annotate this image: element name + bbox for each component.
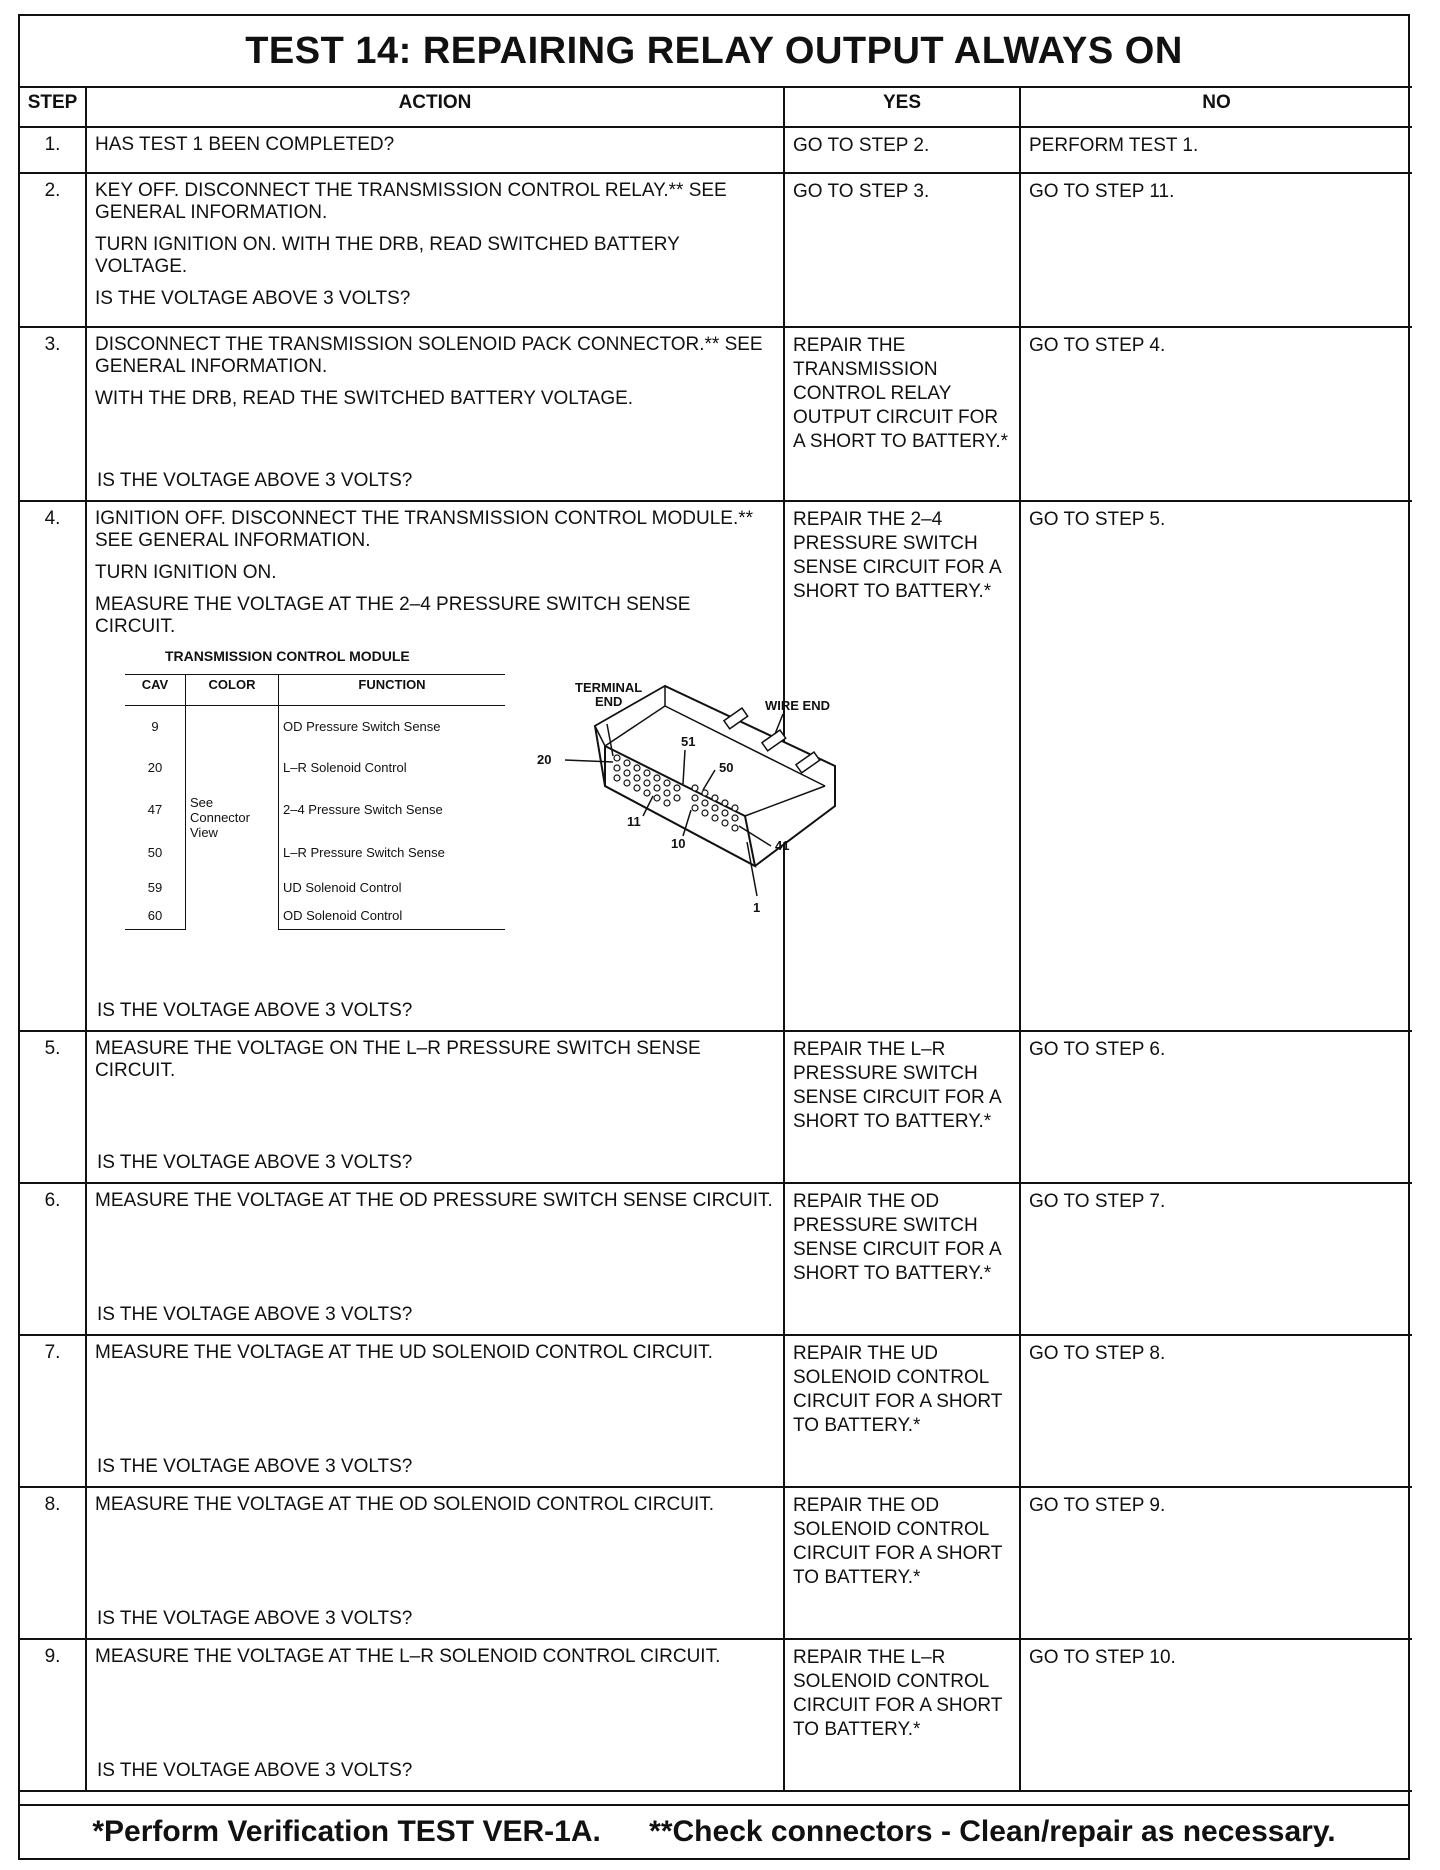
- action-question: IS THE VOLTAGE ABOVE 3 VOLTS?: [97, 1608, 413, 1629]
- cav-row: [125, 832, 505, 874]
- table-row: [20, 501, 1412, 1031]
- step-action: [86, 327, 784, 501]
- action-text: IS THE VOLTAGE ABOVE 3 VOLTS?: [95, 288, 411, 309]
- connector-note: **Check connectors - Clean/repair as necessary.: [649, 1815, 1336, 1848]
- cav-row: [125, 706, 505, 748]
- yes-result: REPAIR THE L–R SOLENOID CONTROL CIRCUIT FOR A SHORT TO BATTERY.*: [784, 1639, 1020, 1791]
- connector-figure: [95, 648, 830, 978]
- action-question: IS THE VOLTAGE ABOVE 3 VOLTS?: [97, 1152, 413, 1173]
- header-yes: YES: [784, 87, 1020, 127]
- cav-number: 60: [125, 902, 186, 930]
- connector-diagram: [535, 666, 855, 926]
- step-action: [86, 1183, 784, 1335]
- yes-result: REPAIR THE L–R PRESSURE SWITCH SENSE CIRCUIT FOR A SHORT TO BATTERY.*: [784, 1031, 1020, 1183]
- cav-number: 50: [125, 832, 186, 874]
- cav-function: 2–4 Pressure Switch Sense: [279, 788, 506, 832]
- yes-result: GO TO STEP 3.: [784, 173, 1020, 327]
- cav-table: [125, 674, 505, 930]
- function-header: FUNCTION: [279, 675, 506, 706]
- no-result: GO TO STEP 8.: [1020, 1335, 1412, 1487]
- yes-result: REPAIR THE TRANSMISSION CONTROL RELAY OUTPUT CIRCUIT FOR A SHORT TO BATTERY.*: [784, 327, 1020, 501]
- terminal-end-label: TERMINAL: [575, 680, 643, 695]
- pin-label-10: 10: [671, 836, 686, 851]
- step-number: 2.: [20, 173, 86, 327]
- table-row: [20, 173, 1412, 327]
- color-header: COLOR: [186, 675, 279, 706]
- no-result: GO TO STEP 6.: [1020, 1031, 1412, 1183]
- action-text: TURN IGNITION ON.: [95, 562, 277, 583]
- no-result: GO TO STEP 7.: [1020, 1183, 1412, 1335]
- wire-end-label: WIRE END: [765, 698, 830, 713]
- action-text: HAS TEST 1 BEEN COMPLETED?: [95, 134, 395, 155]
- action-text: MEASURE THE VOLTAGE AT THE 2–4 PRESSURE SWITCH SENSE CIRCUIT.: [95, 594, 691, 637]
- pin-label-41: 41: [775, 838, 790, 853]
- yes-result: REPAIR THE 2–4 PRESSURE SWITCH SENSE CIRCUIT FOR A SHORT TO BATTERY.*: [784, 501, 1020, 1031]
- yes-result: REPAIR THE UD SOLENOID CONTROL CIRCUIT FOR A SHORT TO BATTERY.*: [784, 1335, 1020, 1487]
- action-text: WITH THE DRB, READ THE SWITCHED BATTERY VOLTAGE.: [95, 388, 634, 409]
- action-text: IGNITION OFF. DISCONNECT THE TRANSMISSION CONTROL MODULE.** SEE GENERAL INFORMATION.: [95, 508, 754, 551]
- action-text: KEY OFF. DISCONNECT THE TRANSMISSION CONTROL RELAY.** SEE GENERAL INFORMATION.: [95, 180, 727, 223]
- action-question: IS THE VOLTAGE ABOVE 3 VOLTS?: [97, 1760, 413, 1781]
- step-number: 4.: [20, 501, 86, 1031]
- action-text: TURN IGNITION ON. WITH THE DRB, READ SWITCHED BATTERY VOLTAGE.: [95, 234, 680, 277]
- no-result: GO TO STEP 10.: [1020, 1639, 1412, 1791]
- step-number: 9.: [20, 1639, 86, 1791]
- step-number: 5.: [20, 1031, 86, 1183]
- cav-row: [125, 902, 505, 930]
- pin-label-51: 51: [681, 734, 696, 749]
- step-number: 1.: [20, 127, 86, 173]
- pin-label-50: 50: [719, 760, 734, 775]
- cav-row: [125, 874, 505, 902]
- table-row: [20, 1183, 1412, 1335]
- cav-function: UD Solenoid Control: [279, 874, 506, 902]
- cav-function: OD Solenoid Control: [279, 902, 506, 930]
- cav-row: [125, 748, 505, 788]
- step-number: 7.: [20, 1335, 86, 1487]
- table-header-row: [20, 87, 1412, 127]
- verification-note: *Perform Verification TEST VER-1A.: [92, 1815, 601, 1848]
- yes-result: REPAIR THE OD PRESSURE SWITCH SENSE CIRCUIT FOR A SHORT TO BATTERY.*: [784, 1183, 1020, 1335]
- cav-number: 9: [125, 706, 186, 748]
- action-question: IS THE VOLTAGE ABOVE 3 VOLTS?: [97, 1304, 413, 1325]
- table-row: [20, 1487, 1412, 1639]
- action-text: MEASURE THE VOLTAGE ON THE L–R PRESSURE SWITCH SENSE CIRCUIT.: [95, 1038, 701, 1081]
- cav-function: OD Pressure Switch Sense: [279, 706, 506, 748]
- yes-result: REPAIR THE OD SOLENOID CONTROL CIRCUIT FOR A SHORT TO BATTERY.*: [784, 1487, 1020, 1639]
- step-action: [86, 1335, 784, 1487]
- table-row: [20, 1335, 1412, 1487]
- action-question: IS THE VOLTAGE ABOVE 3 VOLTS?: [97, 1456, 413, 1477]
- step-action: [86, 127, 784, 173]
- action-text: DISCONNECT THE TRANSMISSION SOLENOID PACK CONNECTOR.** SEE GENERAL INFORMATION.: [95, 334, 763, 377]
- cav-number: 47: [125, 788, 186, 832]
- cav-header-row: [125, 675, 505, 706]
- step-action: [86, 1031, 784, 1183]
- step-action: [86, 173, 784, 327]
- cav-number: 20: [125, 748, 186, 788]
- cav-header: CAV: [125, 675, 186, 706]
- terminal-end-label: END: [595, 694, 623, 709]
- color-cell: See Connector View: [186, 706, 279, 930]
- action-question: IS THE VOLTAGE ABOVE 3 VOLTS?: [97, 1000, 413, 1021]
- step-action: [86, 1639, 784, 1791]
- table-row: [20, 1639, 1412, 1791]
- yes-result: GO TO STEP 2.: [784, 127, 1020, 173]
- no-result: GO TO STEP 5.: [1020, 501, 1412, 1031]
- action-text: MEASURE THE VOLTAGE AT THE OD SOLENOID CONTROL CIRCUIT.: [95, 1494, 715, 1515]
- test-sheet: [18, 14, 1410, 1860]
- step-action: [86, 1487, 784, 1639]
- table-row: [20, 127, 1412, 173]
- table-row: [20, 327, 1412, 501]
- module-title: TRANSMISSION CONTROL MODULE: [165, 648, 410, 664]
- table-row: [20, 1031, 1412, 1183]
- footer-notes: [20, 1804, 1408, 1858]
- step-number: 3.: [20, 327, 86, 501]
- no-result: GO TO STEP 9.: [1020, 1487, 1412, 1639]
- no-result: PERFORM TEST 1.: [1020, 127, 1412, 173]
- cav-row: [125, 788, 505, 832]
- action-text: MEASURE THE VOLTAGE AT THE L–R SOLENOID CONTROL CIRCUIT.: [95, 1646, 721, 1667]
- step-action: [86, 501, 830, 1031]
- cav-number: 59: [125, 874, 186, 902]
- header-no: NO: [1020, 87, 1412, 127]
- action-text: MEASURE THE VOLTAGE AT THE OD PRESSURE SWITCH SENSE CIRCUIT.: [95, 1190, 773, 1211]
- cav-function: L–R Solenoid Control: [279, 748, 506, 788]
- no-result: GO TO STEP 4.: [1020, 327, 1412, 501]
- pin-label-20: 20: [537, 752, 552, 767]
- steps-table: [20, 86, 1412, 1792]
- pin-label-1: 1: [753, 900, 761, 915]
- header-action: ACTION: [86, 87, 784, 127]
- cav-function: L–R Pressure Switch Sense: [279, 832, 506, 874]
- pin-label-11: 11: [627, 814, 641, 829]
- action-text: MEASURE THE VOLTAGE AT THE UD SOLENOID CONTROL CIRCUIT.: [95, 1342, 713, 1363]
- step-number: 6.: [20, 1183, 86, 1335]
- header-step: STEP: [20, 87, 86, 127]
- no-result: GO TO STEP 11.: [1020, 173, 1412, 327]
- step-number: 8.: [20, 1487, 86, 1639]
- page-title: TEST 14: REPAIRING RELAY OUTPUT ALWAYS ON: [20, 16, 1408, 88]
- action-question: IS THE VOLTAGE ABOVE 3 VOLTS?: [97, 470, 413, 491]
